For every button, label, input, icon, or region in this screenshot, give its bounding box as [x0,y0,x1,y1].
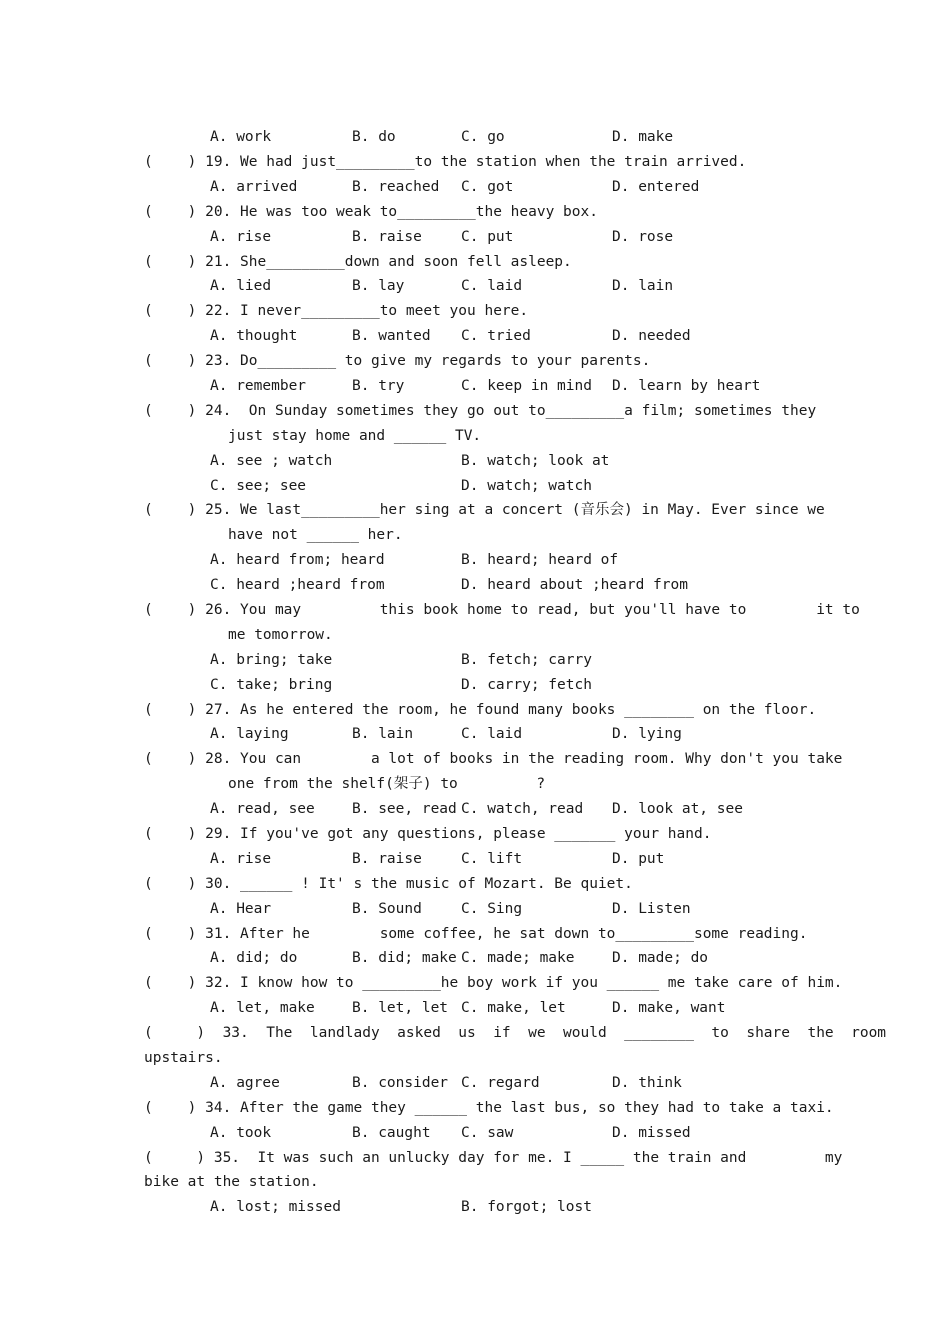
option-c: C. go [461,129,505,145]
option-b: B. watch; look at [461,453,610,469]
option-a: A. took [210,1125,272,1141]
option-d: D. think [612,1075,682,1091]
option-b: B. lay [352,278,405,294]
option-a: A. heard from; heard [210,552,385,568]
question-26-stem: ( ) 26. You may this book home to read, but you'll have to it to [144,602,860,618]
option-a: A. lied [210,278,272,294]
option-c: C. tried [461,328,531,344]
option-d: D. put [612,851,665,867]
option-a: A. agree [210,1075,280,1091]
question-23-stem: ( ) 23. Do_________ to give my regards to your parents. [144,353,651,369]
question-29-stem: ( ) 29. If you've got any questions, please _______ your hand. [144,826,712,842]
question-31-stem: ( ) 31. After he some coffee, he sat down to_________some reading. [144,926,808,942]
question-26-stem-cont: me tomorrow. [228,627,333,643]
option-d: D. needed [612,328,691,344]
option-a: A. arrived [210,179,298,195]
question-19-stem: ( ) 19. We had just_________to the station when the train arrived. [144,154,747,170]
option-b: B. try [352,378,405,394]
option-d: D. learn by heart [612,378,761,394]
option-b: B. caught [352,1125,431,1141]
question-24-stem: ( ) 24. On Sunday sometimes they go out to_________a film; sometimes they [144,403,817,419]
option-b: B. lain [352,726,414,742]
option-b: B. let, let [352,1000,449,1016]
option-b: B. forgot; lost [461,1199,592,1215]
option-c: C. got [461,179,514,195]
option-a: A. let, make [210,1000,315,1016]
option-a: A. read, see [210,801,315,817]
option-d: D. carry; fetch [461,677,592,693]
option-c: C. make, let [461,1000,566,1016]
question-22-stem: ( ) 22. I never_________to meet you here. [144,303,529,319]
question-20-stem: ( ) 20. He was too weak to_________the heavy box. [144,204,598,220]
option-a: A. see ; watch [210,453,333,469]
option-a: A. rise [210,851,272,867]
option-c: C. lift [461,851,523,867]
option-c: C. heard ;heard from [210,577,385,593]
option-c: C. Sing [461,901,523,917]
option-b: B. do [352,129,396,145]
option-b: B. wanted [352,328,431,344]
question-35-stem: ( ) 35. It was such an unlucky day for me. I _____ the train and my [144,1150,843,1166]
question-30-stem: ( ) 30. ______ ! It' s the music of Mozart. Be quiet. [144,876,633,892]
option-b: B. reached [352,179,440,195]
question-25-stem: ( ) 25. We last_________her sing at a concert (音乐会) in May. Ever since we [144,502,825,518]
option-d: D. heard about ;heard from [461,577,688,593]
question-24-stem-cont: just stay home and ______ TV. [228,428,482,444]
option-b: B. consider [352,1075,449,1091]
question-33-stem-cont: upstairs. [144,1050,223,1066]
option-a: A. did; do [210,950,298,966]
option-a: A. remember [210,378,307,394]
option-d: D. watch; watch [461,478,592,494]
option-d: D. Listen [612,901,691,917]
option-c: C. made; make [461,950,575,966]
option-d: D. lain [612,278,674,294]
question-32-stem: ( ) 32. I know how to _________he boy work if you ______ me take care of him. [144,975,843,991]
option-c: C. laid [461,278,523,294]
option-a: A. Hear [210,901,272,917]
option-b: B. Sound [352,901,422,917]
option-d: D. rose [612,229,674,245]
option-b: B. see, read [352,801,457,817]
option-b: B. did; make [352,950,457,966]
option-c: C. regard [461,1075,540,1091]
option-c: C. laid [461,726,523,742]
question-33-stem: ( ) 33. The landlady asked us if we would ________ to share the room [144,1025,887,1041]
option-b: B. fetch; carry [461,652,592,668]
option-a: A. work [210,129,272,145]
option-c: C. take; bring [210,677,333,693]
option-d: D. missed [612,1125,691,1141]
option-d: D. make [612,129,674,145]
option-d: D. entered [612,179,700,195]
option-c: C. saw [461,1125,514,1141]
option-a: A. rise [210,229,272,245]
option-b: B. raise [352,851,422,867]
option-d: D. look at, see [612,801,743,817]
option-a: A. bring; take [210,652,333,668]
option-d: D. lying [612,726,682,742]
option-c: C. watch, read [461,801,584,817]
option-d: D. make, want [612,1000,726,1016]
option-c: C. see; see [210,478,307,494]
option-c: C. keep in mind [461,378,592,394]
option-c: C. put [461,229,514,245]
question-27-stem: ( ) 27. As he entered the room, he found many books ________ on the floor. [144,702,817,718]
option-a: A. thought [210,328,298,344]
option-a: A. lost; missed [210,1199,341,1215]
question-34-stem: ( ) 34. After the game they ______ the last bus, so they had to take a taxi. [144,1100,834,1116]
option-a: A. laying [210,726,289,742]
question-28-stem-cont: one from the shelf(架子) to ? [228,776,546,792]
option-d: D. made; do [612,950,709,966]
question-35-stem-cont: bike at the station. [144,1174,319,1190]
question-25-stem-cont: have not ______ her. [228,527,403,543]
option-b: B. heard; heard of [461,552,619,568]
option-b: B. raise [352,229,422,245]
question-28-stem: ( ) 28. You can a lot of books in the reading room. Why don't you take [144,751,843,767]
question-21-stem: ( ) 21. She_________down and soon fell asleep. [144,254,572,270]
